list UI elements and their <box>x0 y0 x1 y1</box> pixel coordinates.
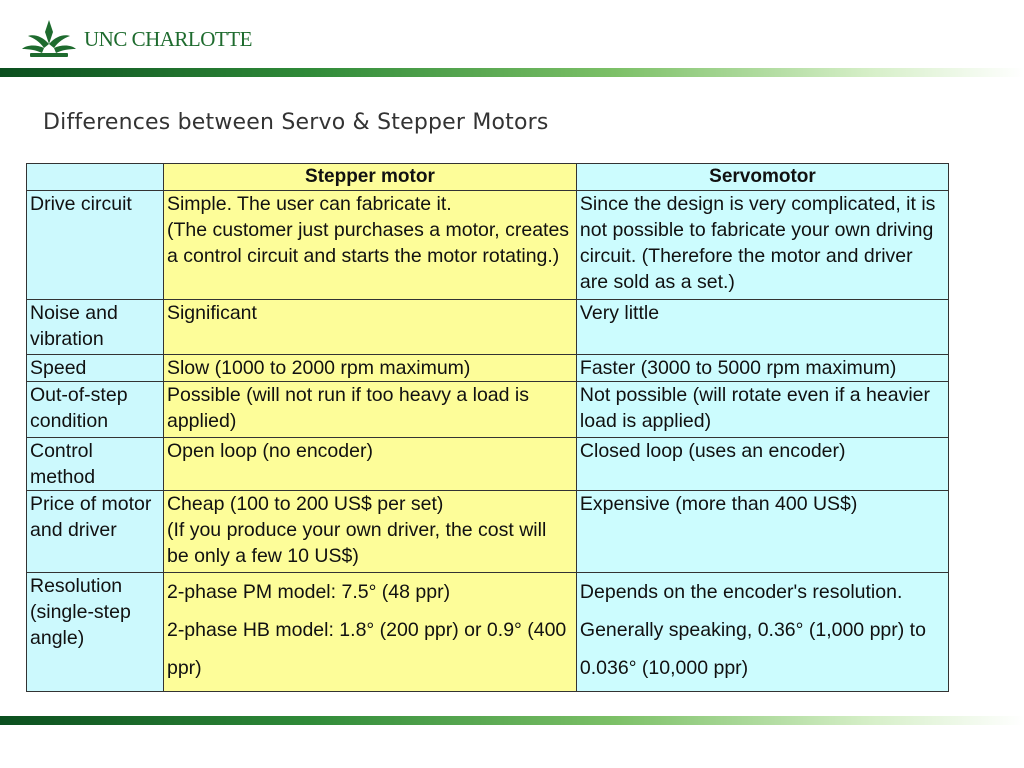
footer-gradient-bar <box>0 716 1024 725</box>
row-label: Price of motor and driver <box>27 491 164 573</box>
table-row <box>27 491 949 573</box>
header-gradient-bar <box>0 68 1024 77</box>
table-row <box>27 573 949 692</box>
stepper-cell: Possible (will not run if too heavy a load is applied) <box>163 382 576 438</box>
row-label: Speed <box>27 355 164 382</box>
stepper-cell: 2-phase PM model: 7.5° (48 ppr) 2-phase HB model: 1.8° (200 ppr) or 0.9° (400 ppr) <box>163 573 576 692</box>
servo-cell: Closed loop (uses an encoder) <box>576 438 948 491</box>
servo-cell: Depends on the encoder's resolution. Generally speaking, 0.36° (1,000 ppr) to 0.036° (10,000 ppr) <box>576 573 948 692</box>
servo-cell: Faster (3000 to 5000 rpm maximum) <box>576 355 948 382</box>
header-cell-stepper: Stepper motor <box>163 164 576 191</box>
slide-title: Differences between Servo & Stepper Motors <box>43 110 549 135</box>
row-label: Drive circuit <box>27 191 164 300</box>
stepper-cell: Cheap (100 to 200 US$ per set) (If you produce your own driver, the cost will be only a few 10 US$) <box>163 491 576 573</box>
table-row <box>27 191 949 300</box>
logo-wordmark: UNC CHARLOTTE <box>84 26 252 51</box>
table-row <box>27 438 949 491</box>
table-row <box>27 355 949 382</box>
crown-leaf-logo-icon <box>20 18 78 60</box>
servo-cell: Very little <box>576 300 948 355</box>
row-label: Out-of-step condition <box>27 382 164 438</box>
stepper-cell: Significant <box>163 300 576 355</box>
comparison-table <box>26 163 949 692</box>
header-cell-empty <box>27 164 164 191</box>
table-header-row <box>27 164 949 191</box>
row-label: Control method <box>27 438 164 491</box>
unc-charlotte-logo <box>20 18 252 60</box>
header-cell-servo: Servomotor <box>576 164 948 191</box>
stepper-cell: Simple. The user can fabricate it. (The customer just purchases a motor, creates a control circuit and starts the motor rotating.) <box>163 191 576 300</box>
row-label: Noise and vibration <box>27 300 164 355</box>
table-row <box>27 382 949 438</box>
row-label: Resolution (single-step angle) <box>27 573 164 692</box>
slide-header <box>0 0 1024 68</box>
servo-cell: Not possible (will rotate even if a heavier load is applied) <box>576 382 948 438</box>
servo-cell: Expensive (more than 400 US$) <box>576 491 948 573</box>
stepper-cell: Open loop (no encoder) <box>163 438 576 491</box>
servo-cell: Since the design is very complicated, it is not possible to fabricate your own driving circuit. (Therefore the motor and driver are sold as a set.) <box>576 191 948 300</box>
table-row <box>27 300 949 355</box>
stepper-cell: Slow (1000 to 2000 rpm maximum) <box>163 355 576 382</box>
